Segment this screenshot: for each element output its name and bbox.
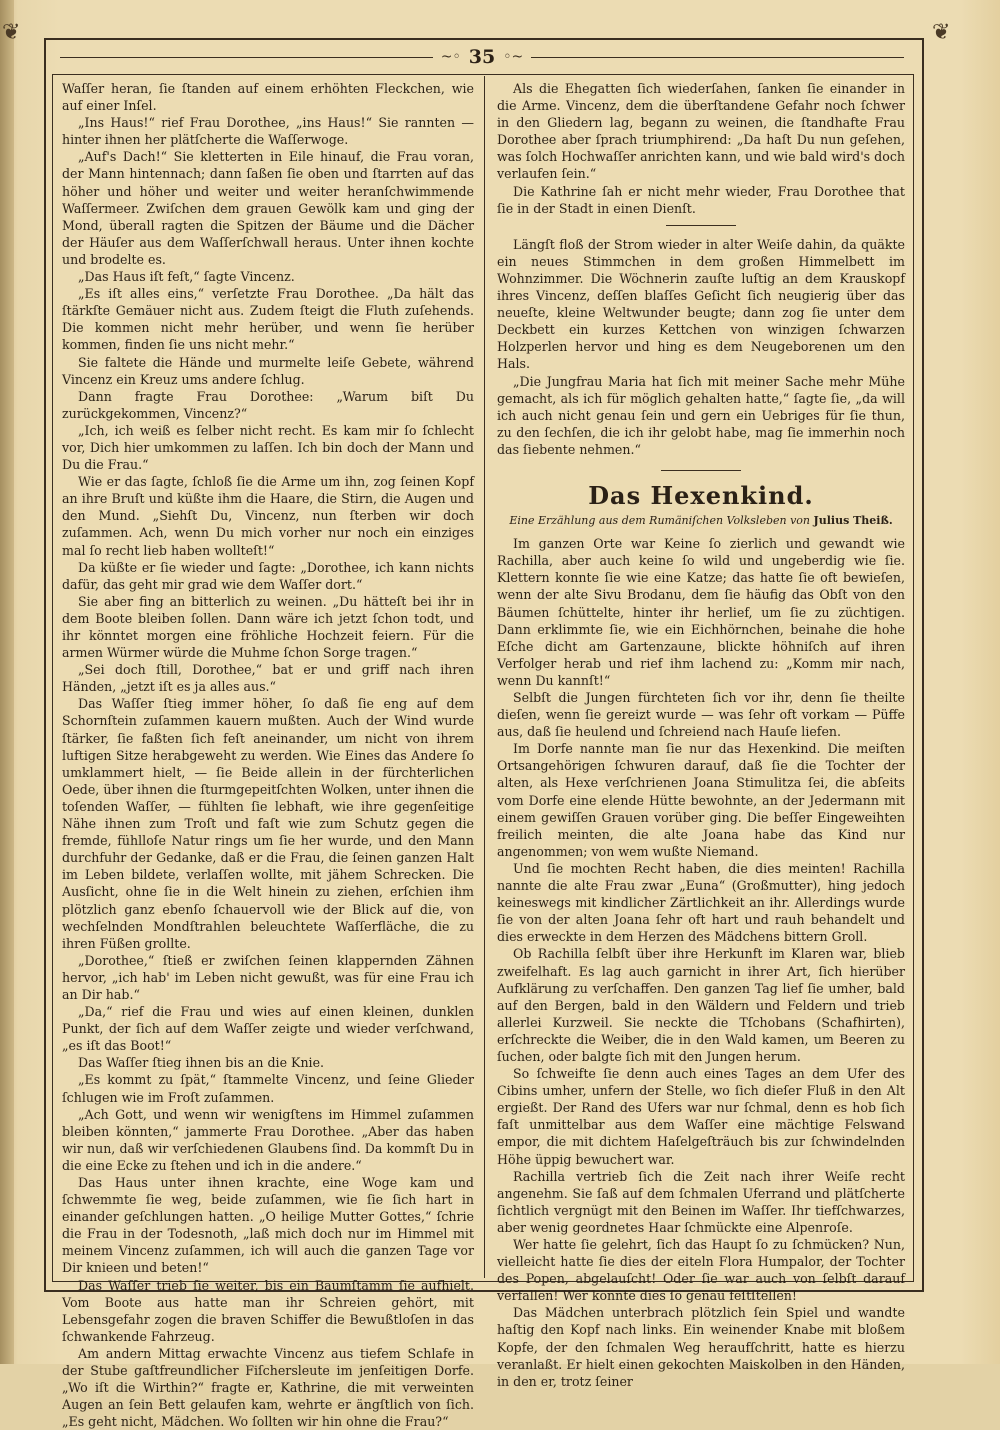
left-column bbox=[62, 80, 474, 1430]
paragraph: Das Haus unter ihnen krachte, eine Woge kam und ſchwemmte ſie weg, beide zuſammen, wie ſie ſich hart in einander geſchlungen hatten. „O heilige Mutter Gottes,“ ſchrie die Frau in der Todesnoth, „laß mich doch nur im Himmel mit meinem Vincenz zuſammen, ich will auch die ganzen Tage vor Dir knieen und beten!“ bbox=[62, 1175, 474, 1276]
header-flourish-icon: ◦~ bbox=[503, 49, 524, 65]
paragraph: „Das Haus iſt feſt,“ ſagte Vincenz. bbox=[78, 269, 295, 285]
paragraph: Sie aber fing an bitterlich zu weinen. „Du hätteſt bei ihr in dem Boote bleiben ſollen. Dann wäre ich jetzt ſchon todt, und ihr könntet morgen eine fröhliche Hochzeit feiern. Für die armen Würmer würde die Muhme ſchon Sorge tragen.“ bbox=[62, 593, 474, 661]
paragraph: Wer hatte ſie gelehrt, ſich das Haupt ſo zu ſchmücken? Nun, vielleicht hatte ſie dies der eiteln Flora Humpalor, der Tochter des Popen, abgelauſcht! Oder ſie war auch von ſelbſt darauf verfallen! Wer konnte dies ſo genau feſtſtellen! bbox=[497, 1237, 905, 1304]
paragraph: Waſſer heran, ſie ſtanden auf einem erhöhten Fleckchen, wie auf einer Inſel. bbox=[62, 81, 474, 114]
paragraph: „Ach Gott, und wenn wir wenigſtens im Himmel zuſammen bleiben könnten,“ jammerte Frau Dorothee. „Aber das haben wir nun, daß wir verſchiedenen Glaubens ſind. Da kommſt Du in die eine Ecke zu ſtehen und ich in die andere.“ bbox=[62, 1106, 474, 1173]
header-flourish-icon: ~◦ bbox=[440, 49, 461, 65]
paragraph: „Es kommt zu ſpät,“ ſtammelte Vincenz, und ſeine Glieder ſchlugen wie im Froſt zuſammen. bbox=[62, 1072, 474, 1105]
paragraph: „Die Jungfrau Maria hat ſich mit meiner Sache mehr Mühe gemacht, als ich für möglich gehalten hatte,“ ſagte ſie, „da will ich auch nicht genau ſein und gern ein Uebriges für ſie thun, zu den ſechſen, die ich ihr gelobt habe, mag ſie immerhin noch das ſiebente nehmen.“ bbox=[497, 373, 905, 457]
paragraph: Sie faltete die Hände und murmelte leiſe Gebete, während Vincenz ein Kreuz ums andere ſchlug. bbox=[62, 354, 474, 387]
corner-ornament-icon: ❦ bbox=[2, 20, 21, 45]
paragraph: „Da,“ rief die Frau und wies auf einen kleinen, dunklen Punkt, der ſich auf dem Waſſer zeigte und wieder verſchwand, „es iſt das Boot!“ bbox=[62, 1004, 474, 1054]
paragraph: „Ins Haus!“ rief Frau Dorothee, „ins Haus!“ Sie rannten — hinter ihnen her plätſcherte die Waſſerwoge. bbox=[62, 115, 474, 148]
paragraph: Als die Ehegatten ſich wiederſahen, ſanken ſie einander in die Arme. Vincenz, dem die überſtandene Gefahr noch ſchwer in den Gliedern lag, begann zu weinen, die ſtandhafte Frau Dorothee aber ſprach triumphirend: „Da haſt Du nun geſehen, was ſolch Hochwaſſer anrichten kann, und wie bald wird's doch verlaufen ſein.“ bbox=[497, 81, 905, 182]
subtitle-text: Eine Erzählung aus dem Rumäniſchen Volksleben von bbox=[509, 514, 811, 528]
paragraph: Im ganzen Orte war Keine ſo zierlich und gewandt wie Rachilla, aber auch keine ſo wild und ungeberdig wie ſie. Klettern konnte ſie wie eine Katze; das hatte ſie oft bewieſen, wenn der alte Sivu Brodanu, dem ſie häufig das Obſt von den Bäumen ſchüttelte, hinter ihr herlief, um ſie zu züchtigen. Dann erklimmte ſie, wie ein Eichhörnchen, beinahe die hohe Eſche dicht am Gartenzaune, blickte höhniſch auf ihren Verfolger herab und rief ihm lachend zu: „Komm mir nach, wenn Du kannſt!“ bbox=[497, 536, 905, 688]
story-title: Das Hexenkind. bbox=[588, 480, 814, 510]
author-name: Julius Theiß. bbox=[813, 514, 893, 528]
header-rule bbox=[531, 57, 904, 58]
paragraph: Das Waſſer ſtieg ihnen bis an die Knie. bbox=[78, 1055, 325, 1071]
paragraph: Selbſt die Jungen fürchteten ſich vor ihr, denn ſie theilte dieſen, wenn ſie gereizt wurde — was ſehr oft vorkam — Püffe aus, daß ſie heulend und ſchreiend nach Hauſe liefen. bbox=[497, 690, 905, 740]
paragraph: Das Waſſer trieb ſie weiter, bis ein Baumſtamm ſie aufhielt. Vom Boote aus hatte man ihr Schreien gehört, mit Lebensgefahr zogen die braven Schiffer die Bewußtloſen in das ſchwankende Fahrzeug. bbox=[62, 1277, 474, 1344]
paragraph: „Ich, ich weiß es ſelber nicht recht. Es kam mir ſo ſchlecht vor, Dich hier umkommen zu laſſen. Ich bin doch der Mann und Du die Frau.“ bbox=[62, 422, 474, 473]
paragraph: „Es iſt alles eins,“ verſetzte Frau Dorothee. „Da hält das ſtärkſte Gemäuer nicht aus. Zudem ſteigt die Fluth zuſehends. Die kommen nicht mehr herüber, und wenn ſie herüber kommen, finden ſie uns nicht mehr.“ bbox=[62, 286, 474, 353]
paragraph: So ſchweifte ſie denn auch eines Tages an dem Ufer des Cibins umher, unfern der Stelle, wo ſich dieſer Fluß in den Alt ergießt. Der Rand des Ufers war nur ſchmal, denn es hob ſich faſt unmittelbar aus dem Waſſer eine mächtige Felswand empor, die mit dichtem Haſelgeſträuch bis zur ſchwindelnden Höhe üppig bewuchert war. bbox=[497, 1066, 905, 1167]
paragraph: Da küßte er ſie wieder und ſagte: „Dorothee, ich kann nichts dafür, das geht mir grad wie dem Waſſer dort.“ bbox=[62, 559, 474, 592]
story-subtitle bbox=[497, 512, 905, 529]
corner-ornament-icon: ❦ bbox=[932, 20, 951, 45]
paragraph: Dann fragte Frau Dorothee: „Warum biſt Du zurückgekommen, Vincenz?“ bbox=[62, 388, 474, 421]
paragraph: Ob Rachilla ſelbſt über ihre Herkunft im Klaren war, blieb zweifelhaft. Es lag auch garnicht in ihrer Art, ſich hierüber Aufklärung zu verſchaffen. Den ganzen Tag lief ſie umher, bald auf den Bergen, bald in den Wäldern und Feldern und trieb allerlei Kurzweil. Sie neckte die Tſchobans (Schafhirten), erſchreckte die Weiber, die in den Wald kamen, um Beeren zu ſuchen, oder balgte ſich mit den Jungen herum. bbox=[497, 946, 905, 1064]
paragraph: Am andern Mittag erwachte Vincenz aus tiefem Schlafe in der Stube gaſtfreundlicher Fiſchersleute im jenſeitigen Dorfe. „Wo iſt die Wirthin?“ fragte er, Kathrine, die mit verweinten Augen an ſein Bett gelaufen kam, wehrte er ängſtlich von ſich. „Es geht nicht, Mädchen. Wo ſollten wir hin ohne die Frau?“ bbox=[62, 1345, 474, 1430]
page-number: 35 bbox=[468, 46, 496, 68]
page-header bbox=[52, 42, 912, 72]
paragraph: Im Dorfe nannte man ſie nur das Hexenkind. Die meiſten Ortsangehörigen ſchwuren darauf, daß ſie die Tochter der alten, als Hexe verſchrienen Joana Stimulitza ſei, die abſeits vom Dorfe eine elende Hütte bewohnte, an der Jedermann mit einem gewiſſen Grauen vorüber ging. Die beſſer Eingeweihten freilich meinten, die alte Joana habe das Kind nur angenommen; von wem wußte Niemand. bbox=[497, 741, 905, 859]
paragraph: „Dorothee,“ ſtieß er zwiſchen ſeinen klappernden Zähnen hervor, „ich hab' im Leben nicht gewußt, was für eine Frau ich an Dir hab.“ bbox=[62, 952, 474, 1002]
paragraph: Das Waſſer ſtieg immer höher, ſo daß ſie eng auf dem Schornſtein zuſammen kauern mußten. Auch der Wind wurde ſtärker, ſie faßten ſich feſt aneinander, um nicht von ihrem luftigen Sitze herabgeweht zu werden. Wie Eines das Andere ſo umklammert hielt, — ſie Beide allein in der fürchterlichen Oede, über ihnen die ſturmgepeitſchten Wolken, unter ihnen die toſenden Waſſer, — fühlten ſie lebhaft, wie ihre gegenſeitige Nähe ihnen zum Troſt und faſt wie zum Schutz gegen die fremde, fühlloſe Natur rings um ſie her wurde, und den Mann durchfuhr der Gedanke, daß er die Frau, die ſeinen ganzen Halt im Leben bildete, verlaſſen wollte, mit jähem Schrecken. Die Ausſicht, ohne ſie in die Welt hinein zu ziehen, erſchien ihm plötzlich ganz ebenſo ſchauervoll wie der Blick auf die, von wechſelnden Mondſtrahlen beleuchtete Waſſerfläche, die zu ihren Füßen grollte. bbox=[62, 696, 474, 951]
paragraph: Die Kathrine ſah er nicht mehr wieder, Frau Dorothee that ſie in der Stadt in einen Dienſt. bbox=[497, 183, 905, 216]
column-divider bbox=[484, 76, 485, 1278]
paragraph: Rachilla vertrieb ſich die Zeit nach ihrer Weiſe recht angenehm. Sie ſaß auf dem ſchmalen Uferrand und plätſcherte ſichtlich vergnügt mit den Beinen im Waſſer. Ihr tiefſchwarzes, aber wenig geordnetes Haar ſchmückte eine Alpenroſe. bbox=[497, 1168, 905, 1235]
paragraph: Das Mädchen unterbrach plötzlich ſein Spiel und wandte haſtig den Kopf nach links. Ein weinender Knabe mit bloßem Kopfe, der den ſchmalen Weg heraufſchritt, hatte es hierzu veranlaßt. Er hielt einen gekochten Maiskolben in den Händen, in den er, trotz ſeiner bbox=[497, 1305, 905, 1389]
paragraph: Längſt floß der Strom wieder in alter Weiſe dahin, da quäkte ein neues Stimmchen in dem großen Himmelbett im Wohnzimmer. Die Wöchnerin zauſte luſtig an dem Krauskopf ihres Vincenz, deſſen blaſſes Geſicht ſich neugierig über das neueſte, kleine Weltwunder beugte; dann zog ſie unter dem Deckbett ein kurzes Kettchen von winzigen ſchwarzen Holzperlen hervor und hing es dem Neugeborenen um den Hals. bbox=[497, 236, 905, 372]
binding-edge bbox=[0, 0, 14, 1364]
paragraph: „Auf's Dach!“ Sie kletterten in Eile hinauf, die Frau voran, der Mann hintennach; dann ſaßen ſie oben und ſtarrten auf das höher und höher und weiter und weiter heranſchwimmende Waſſermeer. Zwiſchen dem grauen Gewölk kam und ging der Mond, überall ragten die Spitzen der Bäume und die Dächer der Häuſer aus dem Waſſerſchwall heraus. Unter ihnen kochte und brodelte es. bbox=[62, 149, 474, 267]
paragraph: „Sei doch ſtill, Dorothee,“ bat er und griff nach ihren Händen, „jetzt iſt es ja alles aus.“ bbox=[62, 662, 474, 695]
section-separator bbox=[666, 225, 736, 226]
paragraph: Und ſie mochten Recht haben, die dies meinten! Rachilla nannte die alte Frau zwar „Euna“ (Großmutter), hing jedoch keineswegs mit kindlicher Zärtlichkeit an ihr. Allerdings wurde ſie von der alten Joana ſehr oft hart und rauh behandelt und dies erweckte in dem Herzen des Mädchens bittern Groll. bbox=[497, 860, 905, 945]
section-separator bbox=[661, 470, 741, 471]
right-column bbox=[497, 80, 905, 1390]
header-rule bbox=[60, 57, 433, 58]
paragraph: Wie er das ſagte, ſchloß ſie die Arme um ihn, zog ſeinen Kopf an ihre Bruſt und küßte ihm die Haare, die Stirn, die Augen und den Mund. „Siehſt Du, Vincenz, nun ſterben wir doch zuſammen. Ach, wenn Du mich vorher nur noch ein einziges mal ſo recht lieb haben wollteſt!“ bbox=[62, 474, 474, 558]
